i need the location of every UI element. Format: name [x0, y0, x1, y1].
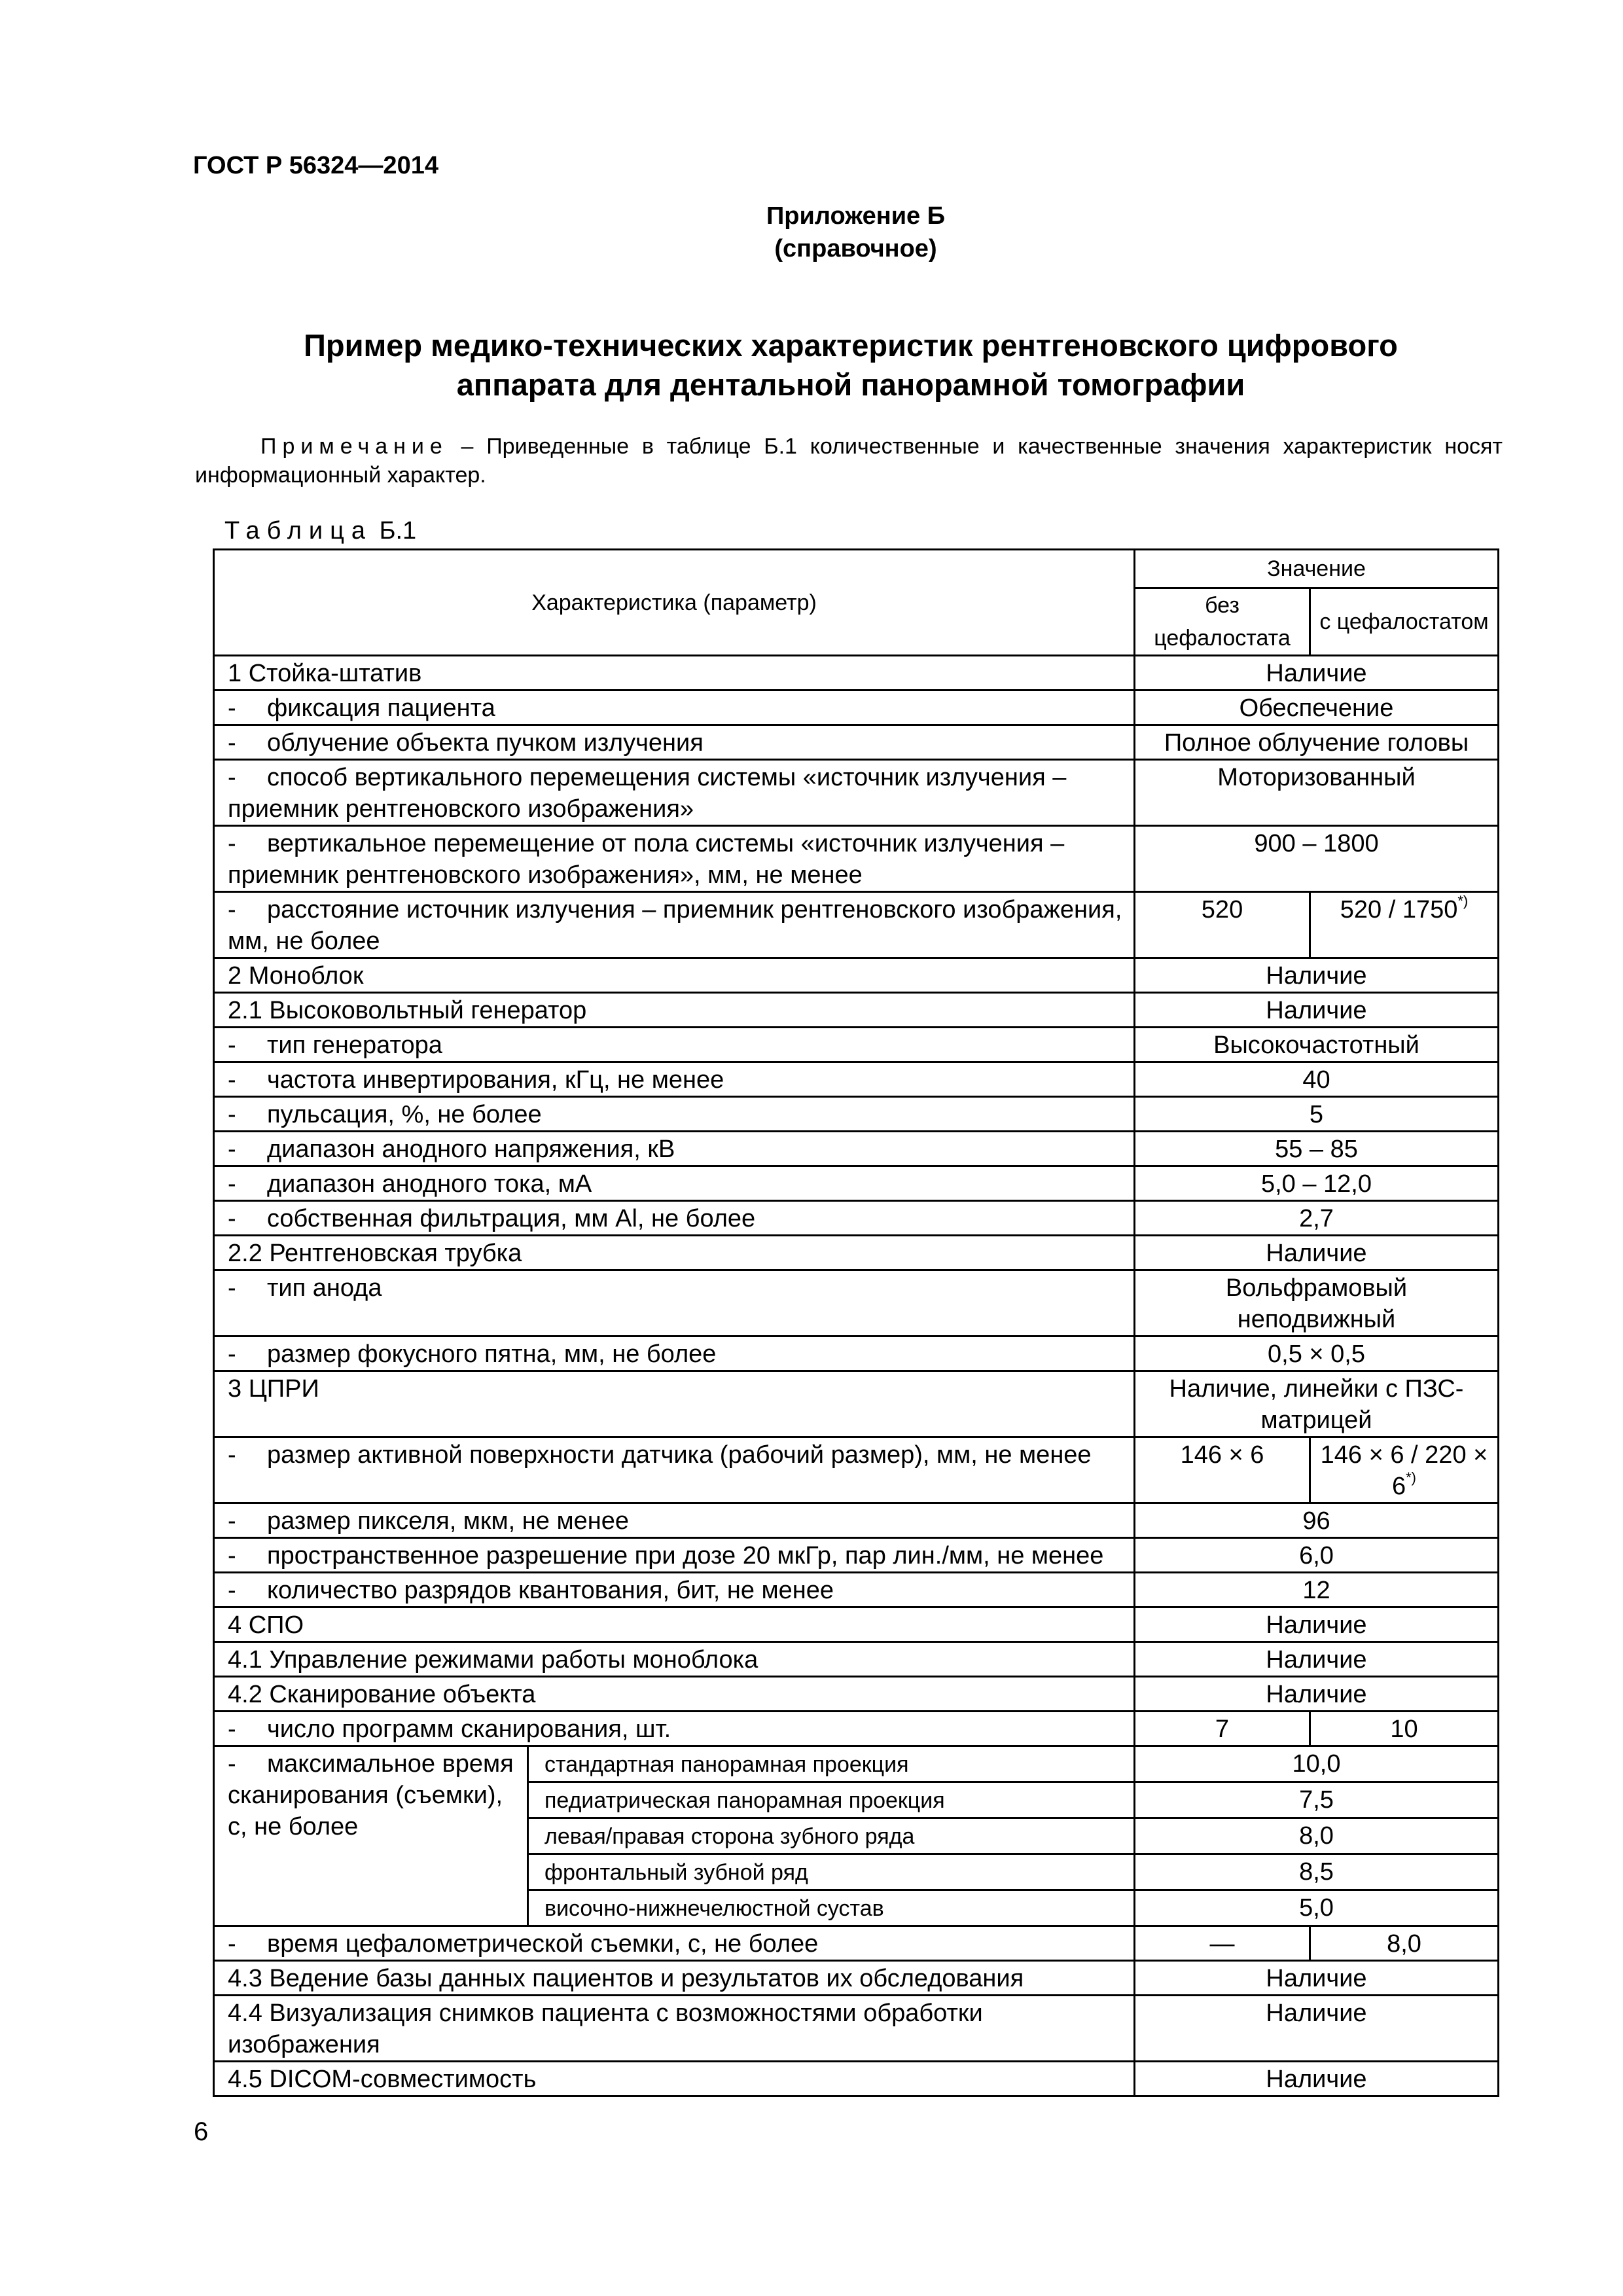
param-text: вертикальное перемещение от пола системы «источник излучения – приемник рентгеновского изображения», мм, не менее: [228, 830, 1065, 889]
value-cell: [1135, 1371, 1499, 1437]
header-value: Значение: [1135, 550, 1499, 588]
param-cell: [214, 1503, 1135, 1538]
page-title: [196, 326, 1505, 404]
dash: -: [228, 1136, 236, 1163]
param-cell: [214, 892, 1135, 958]
dash: -: [228, 896, 236, 924]
table-row: [214, 656, 1499, 691]
value-cell: Наличие: [1135, 1236, 1499, 1270]
table-header-row: [214, 550, 1499, 588]
value-without-ceph: 7: [1135, 1712, 1310, 1746]
param-text: количество разрядов квантования, бит, не менее: [267, 1577, 834, 1604]
table-row: [214, 1062, 1499, 1097]
value-text: Вольфрамовый неподвижный: [1225, 1274, 1408, 1333]
value-cell: 6,0: [1135, 1538, 1499, 1573]
table-row: [214, 826, 1499, 892]
table-row: [214, 1926, 1499, 1961]
param-cell: [214, 760, 1135, 826]
note: [195, 432, 1503, 490]
value-cell: Наличие: [1135, 958, 1499, 993]
param-text: диапазон анодного тока, мА: [267, 1170, 592, 1198]
table-row: [214, 1996, 1499, 2062]
value-cell: 10,0: [1135, 1746, 1499, 1782]
dash: -: [228, 1507, 236, 1535]
value-cell: 40: [1135, 1062, 1499, 1097]
param-text: время цефалометрической съемки, с, не более: [267, 1930, 819, 1958]
value-with-ceph: 8,0: [1310, 1926, 1499, 1961]
table-row: [214, 1166, 1499, 1201]
param-cell: [214, 1201, 1135, 1236]
dash: -: [228, 1340, 236, 1368]
table-row: [214, 1712, 1499, 1746]
param-text: размер фокусного пятна, мм, не более: [267, 1340, 717, 1368]
param-cell: 4.3 Ведение базы данных пациентов и результатов их обследования: [214, 1961, 1135, 1996]
value-text: Наличие, линейки с ПЗС-матрицей: [1169, 1375, 1464, 1434]
value-cell: Полное облучение головы: [1135, 725, 1499, 760]
dash: -: [228, 1170, 236, 1198]
param-cell: [214, 1746, 528, 1926]
value-cell: 900 – 1800: [1135, 826, 1499, 892]
param-cell: [214, 1926, 1135, 1961]
table-row: [214, 1270, 1499, 1336]
table-row: [214, 1642, 1499, 1677]
value-cell: Наличие: [1135, 1642, 1499, 1677]
param-cell: [214, 1132, 1135, 1166]
value-cell: Наличие: [1135, 2062, 1499, 2096]
value-cell: 96: [1135, 1503, 1499, 1538]
value-text: 520 / 1750: [1340, 896, 1458, 924]
table-row: [214, 1236, 1499, 1270]
param-text: собственная фильтрация, мм Al, не более: [267, 1205, 756, 1232]
value-cell: 5,0 – 12,0: [1135, 1166, 1499, 1201]
param-cell: [214, 1166, 1135, 1201]
value-cell: Наличие: [1135, 1961, 1499, 1996]
param-cell: 4.4 Визуализация снимков пациента с возможностями обработки изображения: [214, 1996, 1135, 2062]
dash: -: [228, 1750, 236, 1778]
scan-mode-label: стандартная панорамная проекция: [528, 1746, 1135, 1782]
value-without-ceph: —: [1135, 1926, 1310, 1961]
document-code: ГОСТ Р 56324—2014: [193, 152, 438, 179]
table-row: [214, 1503, 1499, 1538]
table-row: [214, 2062, 1499, 2096]
dash: -: [228, 1205, 236, 1232]
param-cell: 4 СПО: [214, 1607, 1135, 1642]
param-cell: 2.1 Высоковольтный генератор: [214, 993, 1135, 1028]
annex-heading: [0, 200, 1623, 265]
note-text: – Приведенные в таблице Б.1 количественные и качественные значения характеристик носят информационный характер.: [195, 434, 1503, 488]
param-text: тип генератора: [267, 1031, 442, 1059]
value-with-ceph: 10: [1310, 1712, 1499, 1746]
table-caption-number: Б.1: [379, 517, 417, 545]
table-row: [214, 1132, 1499, 1166]
table-row: [214, 760, 1499, 826]
value-cell: 7,5: [1135, 1782, 1499, 1818]
value-cell: 8,0: [1135, 1818, 1499, 1854]
param-cell: [214, 1437, 1135, 1503]
dash: -: [228, 1577, 236, 1604]
dash: -: [228, 1715, 236, 1743]
value-cell: 8,5: [1135, 1854, 1499, 1890]
value-text: 146 × 6 / 220 × 6: [1320, 1441, 1488, 1500]
param-cell: [214, 1336, 1135, 1371]
value-cell: Наличие: [1135, 656, 1499, 691]
dash: -: [228, 1930, 236, 1958]
value-cell: 5: [1135, 1097, 1499, 1132]
dash: -: [228, 764, 236, 791]
annex-type: (справочное): [774, 235, 937, 262]
value-with-ceph: [1310, 892, 1499, 958]
value-cell: Наличие: [1135, 1607, 1499, 1642]
table-row: [214, 1746, 1499, 1782]
table-row: [214, 1336, 1499, 1371]
param-cell: [214, 1573, 1135, 1607]
scan-mode-label: фронтальный зубной ряд: [528, 1854, 1135, 1890]
table-row: [214, 993, 1499, 1028]
param-text: частота инвертирования, кГц, не менее: [267, 1066, 724, 1094]
value-cell: Высокочастотный: [1135, 1028, 1499, 1062]
param-text: способ вертикального перемещения системы «источник излучения – приемник рентгеновского изображения»: [228, 764, 1067, 823]
dash: -: [228, 1542, 236, 1570]
table-row: [214, 1961, 1499, 1996]
param-text: облучение объекта пучком излучения: [267, 729, 704, 757]
title-line-2: аппарата для дентальной панорамной томографии: [456, 367, 1245, 402]
header-with-ceph: с цефалостатом: [1310, 588, 1499, 656]
title-line-1: Пример медико-технических характеристик рентгеновского цифрового: [304, 328, 1398, 363]
param-cell: 1 Стойка-штатив: [214, 656, 1135, 691]
param-cell: 3 ЦПРИ: [214, 1371, 1135, 1437]
param-text: тип анода: [267, 1274, 382, 1302]
dash: -: [228, 729, 236, 757]
value-cell: 12: [1135, 1573, 1499, 1607]
value-cell: Наличие: [1135, 1996, 1499, 2062]
param-cell: [214, 1538, 1135, 1573]
param-cell: [214, 1028, 1135, 1062]
value-cell: 0,5 × 0,5: [1135, 1336, 1499, 1371]
value-cell: 55 – 85: [1135, 1132, 1499, 1166]
param-cell: 4.5 DICOM-совместимость: [214, 2062, 1135, 2096]
value-cell: Наличие: [1135, 1677, 1499, 1712]
param-cell: 4.1 Управление режимами работы моноблока: [214, 1642, 1135, 1677]
characteristics-table: [213, 548, 1499, 2097]
value-cell: 2,7: [1135, 1201, 1499, 1236]
value-cell: Наличие: [1135, 993, 1499, 1028]
table-row: [214, 892, 1499, 958]
table-row: [214, 1677, 1499, 1712]
table-row: [214, 958, 1499, 993]
header-parameter: Характеристика (параметр): [214, 550, 1135, 656]
dash: -: [228, 694, 236, 722]
param-text: расстояние источник излучения – приемник рентгеновского изображения, мм, не более: [228, 896, 1122, 955]
param-text: максимальное время сканирования (съемки), с, не более: [228, 1750, 514, 1840]
value-without-ceph: 146 × 6: [1135, 1437, 1310, 1503]
annex-title: Приложение Б: [766, 202, 946, 230]
note-label: Примечание: [260, 434, 448, 459]
dash: -: [228, 1441, 236, 1469]
footnote-mark: *): [1406, 1469, 1417, 1486]
value-cell: 5,0: [1135, 1890, 1499, 1926]
dash: -: [228, 1274, 236, 1302]
param-text: диапазон анодного напряжения, кВ: [267, 1136, 675, 1163]
scan-mode-label: педиатрическая панорамная проекция: [528, 1782, 1135, 1818]
table-row: [214, 1573, 1499, 1607]
page-number: 6: [194, 2117, 209, 2146]
param-text: пульсация, %, не более: [267, 1101, 542, 1128]
param-cell: [214, 1712, 1135, 1746]
table-row: [214, 1201, 1499, 1236]
dash: -: [228, 1031, 236, 1059]
param-text: пространственное разрешение при дозе 20 мкГр, пар лин./мм, не менее: [267, 1542, 1104, 1570]
param-cell: [214, 691, 1135, 725]
table-row: [214, 1028, 1499, 1062]
table-caption-label: Таблица: [224, 517, 372, 545]
table-row: [214, 725, 1499, 760]
param-cell: [214, 725, 1135, 760]
param-cell: 2 Моноблок: [214, 958, 1135, 993]
table-row: [214, 1097, 1499, 1132]
param-cell: 4.2 Сканирование объекта: [214, 1677, 1135, 1712]
dash: -: [228, 830, 236, 857]
value-cell: Обеспечение: [1135, 691, 1499, 725]
param-text: число программ сканирования, шт.: [267, 1715, 671, 1743]
value-with-ceph: [1310, 1437, 1499, 1503]
value-cell: [1135, 1270, 1499, 1336]
scan-mode-label: левая/правая сторона зубного ряда: [528, 1818, 1135, 1854]
dash: -: [228, 1101, 236, 1128]
table-caption: [224, 517, 416, 545]
param-text: размер активной поверхности датчика (рабочий размер), мм, не менее: [267, 1441, 1092, 1469]
dash: -: [228, 1066, 236, 1094]
param-text: фиксация пациента: [267, 694, 495, 722]
table-row: [214, 1371, 1499, 1437]
param-cell: [214, 1062, 1135, 1097]
param-text: размер пикселя, мкм, не менее: [267, 1507, 629, 1535]
value-without-ceph: 520: [1135, 892, 1310, 958]
header-without-ceph: без цефалостата: [1135, 588, 1310, 656]
table-row: [214, 1437, 1499, 1503]
value-cell: Моторизованный: [1135, 760, 1499, 826]
table-row: [214, 1607, 1499, 1642]
param-cell: [214, 1270, 1135, 1336]
table-row: [214, 691, 1499, 725]
param-cell: 2.2 Рентгеновская трубка: [214, 1236, 1135, 1270]
footnote-mark: *): [1457, 893, 1469, 909]
param-cell: [214, 826, 1135, 892]
param-cell: [214, 1097, 1135, 1132]
table-row: [214, 1538, 1499, 1573]
scan-mode-label: височно-нижнечелюстной сустав: [528, 1890, 1135, 1926]
